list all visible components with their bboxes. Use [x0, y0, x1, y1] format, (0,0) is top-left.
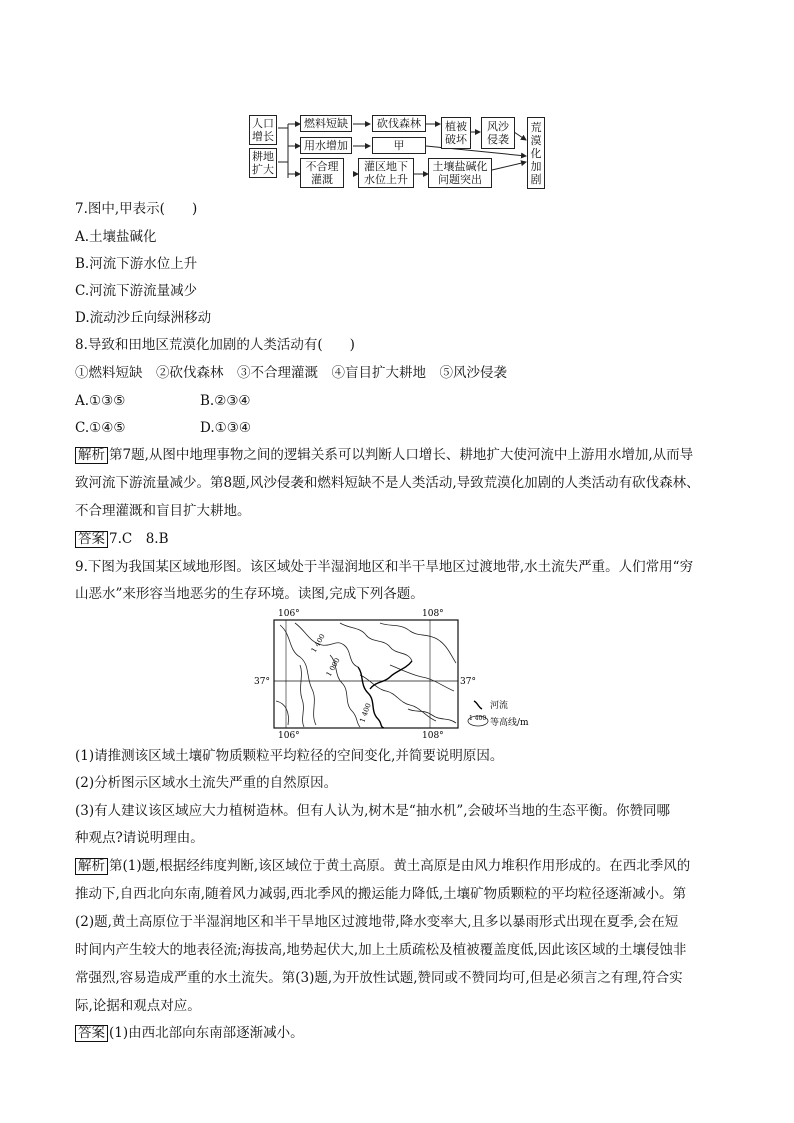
- contour-label: 1 400: [358, 702, 373, 724]
- answer-tag: 答案: [75, 531, 108, 548]
- q9-sub-2: (2)分析图示区域水土流失严重的自然原因。: [75, 775, 338, 791]
- box-label: 甲: [393, 139, 405, 152]
- q8-option-b: B.②③④: [200, 393, 251, 409]
- water-increase-box: [300, 137, 352, 154]
- box-label: 植被: [445, 120, 467, 133]
- analysis-2-line-3: (2)题,黄土高原位于半湿润地区和半干旱地区过渡地带,降水变率大,且多以暴雨形式出现在夏季,会在短: [75, 914, 679, 930]
- sand-invasion-box: [481, 117, 515, 149]
- box-label: 耕地扩大: [252, 150, 274, 176]
- q9-sub-3-line-2: 种观点?请说明理由。: [75, 830, 204, 846]
- analysis-1-line-3: 不合理灌溉和盲目扩大耕地。: [75, 503, 251, 519]
- box-label: 剧: [530, 172, 542, 186]
- box-label: 化: [530, 146, 542, 160]
- longitude-label-top-right: 108°: [422, 609, 444, 619]
- box-label: 灌溉: [311, 173, 333, 186]
- analysis-text: 第7题,从图中地理事物之间的逻辑关系可以判断人口增长、耕地扩大使河流中上游用水增加,从而导: [109, 447, 694, 463]
- analysis-tag: 解析: [75, 447, 108, 464]
- q7-option-d: D.流动沙丘向绿洲移动: [75, 310, 212, 326]
- box-label: 人口增长: [252, 117, 274, 143]
- q9-sub-3-line-1: (3)有人建议该区域应大力植树造林。但有人认为,树木是“抽水机”,会破坏当地的生态平衡。你赞同哪: [75, 803, 671, 819]
- box-label: 水位上升: [364, 173, 408, 186]
- answer-tag: 答案: [75, 1025, 108, 1042]
- latitude-label-left: 37°: [254, 677, 270, 687]
- analysis-2-line-6: 际,论据和观点对应。: [75, 998, 201, 1014]
- q9-line-2: 山恶水”来形容当地恶劣的生存环境。读图,完成下列各题。: [75, 586, 424, 602]
- terrain-map-figure: [240, 605, 540, 740]
- q7-option-a: A.土壤盐碱化: [75, 229, 157, 245]
- q8-option-d: D.①③④: [200, 420, 251, 436]
- answer-text: (1)由西北部向东南部逐渐减小。: [109, 1025, 304, 1041]
- analysis-2-line-5: 常强烈,容易造成严重的水土流失。第(3)题,为开放性试题,赞同或不赞同均可,但是必须言之有理,符合实: [75, 970, 683, 986]
- contour-label: 1 400: [309, 632, 327, 654]
- salinization-box: [428, 158, 492, 188]
- q9-sub-1: (1)请推测该区域土壤矿物质颗粒平均粒径的空间变化,并简要说明原因。: [75, 748, 504, 764]
- groundwater-rise-box: [358, 158, 414, 188]
- contour-label: 1 000: [324, 656, 342, 678]
- box-label: 砍伐森林: [377, 117, 421, 130]
- box-label: 荒: [530, 120, 542, 134]
- box-label: 漠: [530, 133, 542, 147]
- box-label: 问题突出: [438, 173, 482, 186]
- population-growth-box: [249, 115, 277, 145]
- answer-1: [75, 529, 169, 549]
- legend-river: 河流: [490, 701, 509, 711]
- q8-option-c: C.①④⑤: [75, 420, 126, 436]
- analysis-text: 第(1)题,根据经纬度判断,该区域位于黄土高原。黄土高原是由风力堆积作用形成的。在西北季风的: [109, 858, 691, 874]
- analysis-1-line-1: [75, 445, 693, 465]
- legend-contour: 等高线/m: [490, 718, 529, 728]
- analysis-1-line-2: 致河流下游流量减少。第8题,风沙侵袭和燃料短缺不是人类活动,导致荒漠化加剧的人类活动有砍伐森林、: [75, 475, 700, 491]
- jia-box: [372, 137, 426, 154]
- legend-contour-value: 1 400: [469, 715, 487, 722]
- fuel-shortage-box: [300, 115, 352, 132]
- terrain-map: [240, 605, 540, 740]
- longitude-label-bottom-right: 108°: [422, 731, 444, 740]
- unreasonable-irrigation-box: [300, 158, 344, 188]
- farmland-expansion-box: [249, 148, 277, 178]
- box-label: 侵袭: [487, 133, 509, 146]
- longitude-label-top-left: 106°: [278, 609, 300, 619]
- deforestation-box: [372, 115, 426, 132]
- box-label: 用水增加: [304, 139, 348, 152]
- q7-option-c: C.河流下游流量减少: [75, 283, 198, 299]
- q8-items: ①燃料短缺 ②砍伐森林 ③不合理灌溉 ④盲目扩大耕地 ⑤风沙侵袭: [75, 365, 507, 381]
- q8-stem: 8.导致和田地区荒漠化加剧的人类活动有( ): [75, 337, 355, 353]
- vegetation-damage-box: [441, 117, 471, 149]
- q8-option-a: A.①③⑤: [75, 393, 126, 409]
- q9-line-1: 9.下图为我国某区域地形图。该区域处于半湿润地区和半干旱地区过渡地带,水土流失严重。人们常用“穷: [75, 559, 694, 575]
- box-label: 破坏: [445, 133, 467, 146]
- analysis-2-line-1: [75, 856, 690, 876]
- analysis-2-line-4: 时间内产生较大的地表径流;海拔高,地势起伏大,加上土质疏松及植被覆盖度低,因此该区域的土壤侵蚀非: [75, 942, 687, 958]
- box-label: 加: [530, 159, 542, 173]
- desertification-intensified-box: [527, 117, 545, 189]
- answer-2: [75, 1023, 304, 1043]
- latitude-label-right: 37°: [460, 677, 476, 687]
- box-label: 燃料短缺: [304, 117, 348, 130]
- box-label: 灌区地下: [364, 160, 408, 173]
- box-label: 风沙: [487, 120, 509, 133]
- analysis-2-line-2: 推动下,自西北向东南,随着风力减弱,西北季风的搬运能力降低,土壤矿物质颗粒的平均粒径逐渐减小。第: [75, 886, 687, 902]
- q7-stem: 7.图中,甲表示( ): [75, 201, 198, 217]
- river-legend-icon: [474, 701, 482, 709]
- box-label: 不合理: [305, 160, 339, 173]
- answer-text: 7.C 8.B: [109, 531, 169, 547]
- analysis-tag: 解析: [75, 858, 108, 875]
- q7-option-b: B.河流下游水位上升: [75, 256, 198, 272]
- box-label: 土壤盐碱化: [432, 160, 488, 173]
- longitude-label-bottom-left: 106°: [278, 731, 300, 740]
